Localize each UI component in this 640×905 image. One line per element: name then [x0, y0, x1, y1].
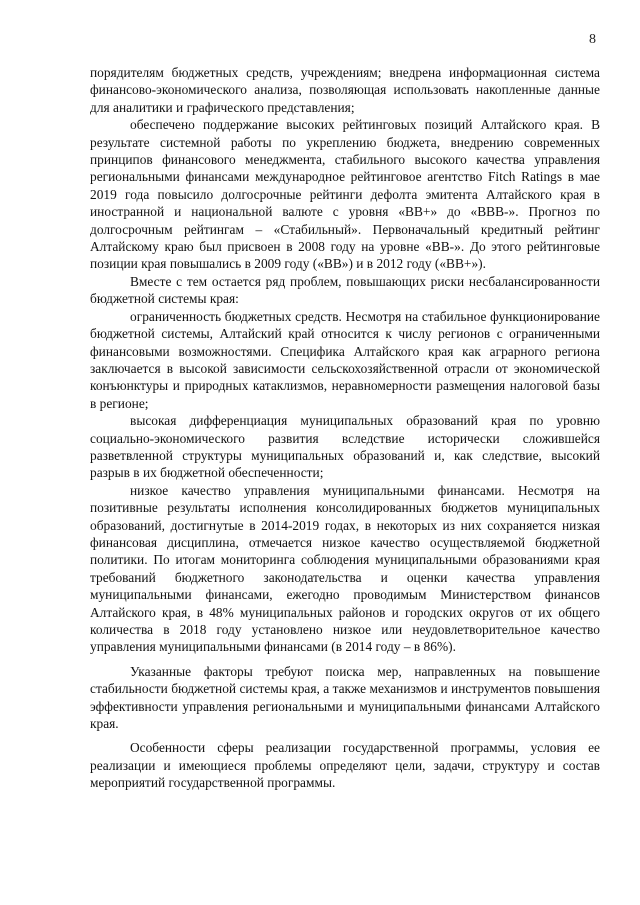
- paragraph: Особенности сферы реализации государственной программы, условия ее реализации и имеющиеся проблемы определяют цели, задачи, структуру и состав мероприятий государственной программы.: [90, 740, 600, 791]
- document-body: [90, 64, 600, 792]
- paragraph: высокая дифференциация муниципальных образований края по уровню социально-экономического развития вследствие исторически сложившейся разветвленной структуры муниципальных образований и, как следствие, высокий разрыв в их бюджетной обеспеченности;: [90, 413, 600, 481]
- paragraph: ограниченность бюджетных средств. Несмотря на стабильное функционирование бюджетной системы, Алтайский край относится к числу регионов с ограниченными финансовыми возможностями. Специфика Алтайского края как аграрного региона заключается в высокой зависимости сельскохозяйственной отрасли от экономической конъюнктуры и природных катаклизмов, неравномерности размещения налоговой базы в регионе;: [90, 308, 600, 411]
- paragraph: порядителям бюджетных средств, учреждениям; внедрена информационная система финансово-экономического анализа, позволяющая использовать накопленные данные для аналитики и графического представления;: [90, 65, 600, 115]
- paragraph: низкое качество управления муниципальными финансами. Несмотря на позитивные результаты исполнения консолидированных бюджетов муниципальных образований, достигнутые в 2014-2019 годах, в некоторых из них сохраняется низкая финансовая дисциплина, отмечается низкое качество осуществляемой бюджетной политики. По итогам мониторинга соблюдения муниципальными образованиями края требований бюджетного законодательства и оценки качества управления муниципальными финансами, ежегодно проводимым Министерством финансов Алтайского края, в 48% муниципальных районов и городских округов от их общего количества в 2018 году установлено низкое или неудовлетворительное качество управления муниципальными финансами (в 2014 году – в 86%).: [90, 482, 600, 655]
- page-number: 8: [589, 32, 596, 47]
- paragraph: Указанные факторы требуют поиска мер, направленных на повышение стабильности бюджетной системы края, а также механизмов и инструментов повышения эффективности управления региональными и муниципальными финансами Алтайского края.: [90, 663, 600, 732]
- paragraph: обеспечено поддержание высоких рейтинговых позиций Алтайского края. В результате системной работы по укреплению бюджета, внедрению современных принципов финансового менеджмента, стабильного высокого качества управления региональными финансами международное рейтинговое агентство Fitch Ratings в мае 2019 года повысило долгосрочные рейтинги дефолта эмитента Алтайского края в иностранной и национальной валюте с уровня «BB+» до «BBB-». Прогноз по долгосрочным рейтингам – «Стабильный». Первоначальный кредитный рейтинг Алтайскому краю был присвоен в 2008 году на уровне «BB-». До этого рейтинговые позиции края повышались в 2009 году («BB») и в 2012 году («BB+»).: [90, 117, 600, 272]
- paragraph: Вместе с тем остается ряд проблем, повышающих риски несбалансированности бюджетной системы края:: [90, 273, 600, 307]
